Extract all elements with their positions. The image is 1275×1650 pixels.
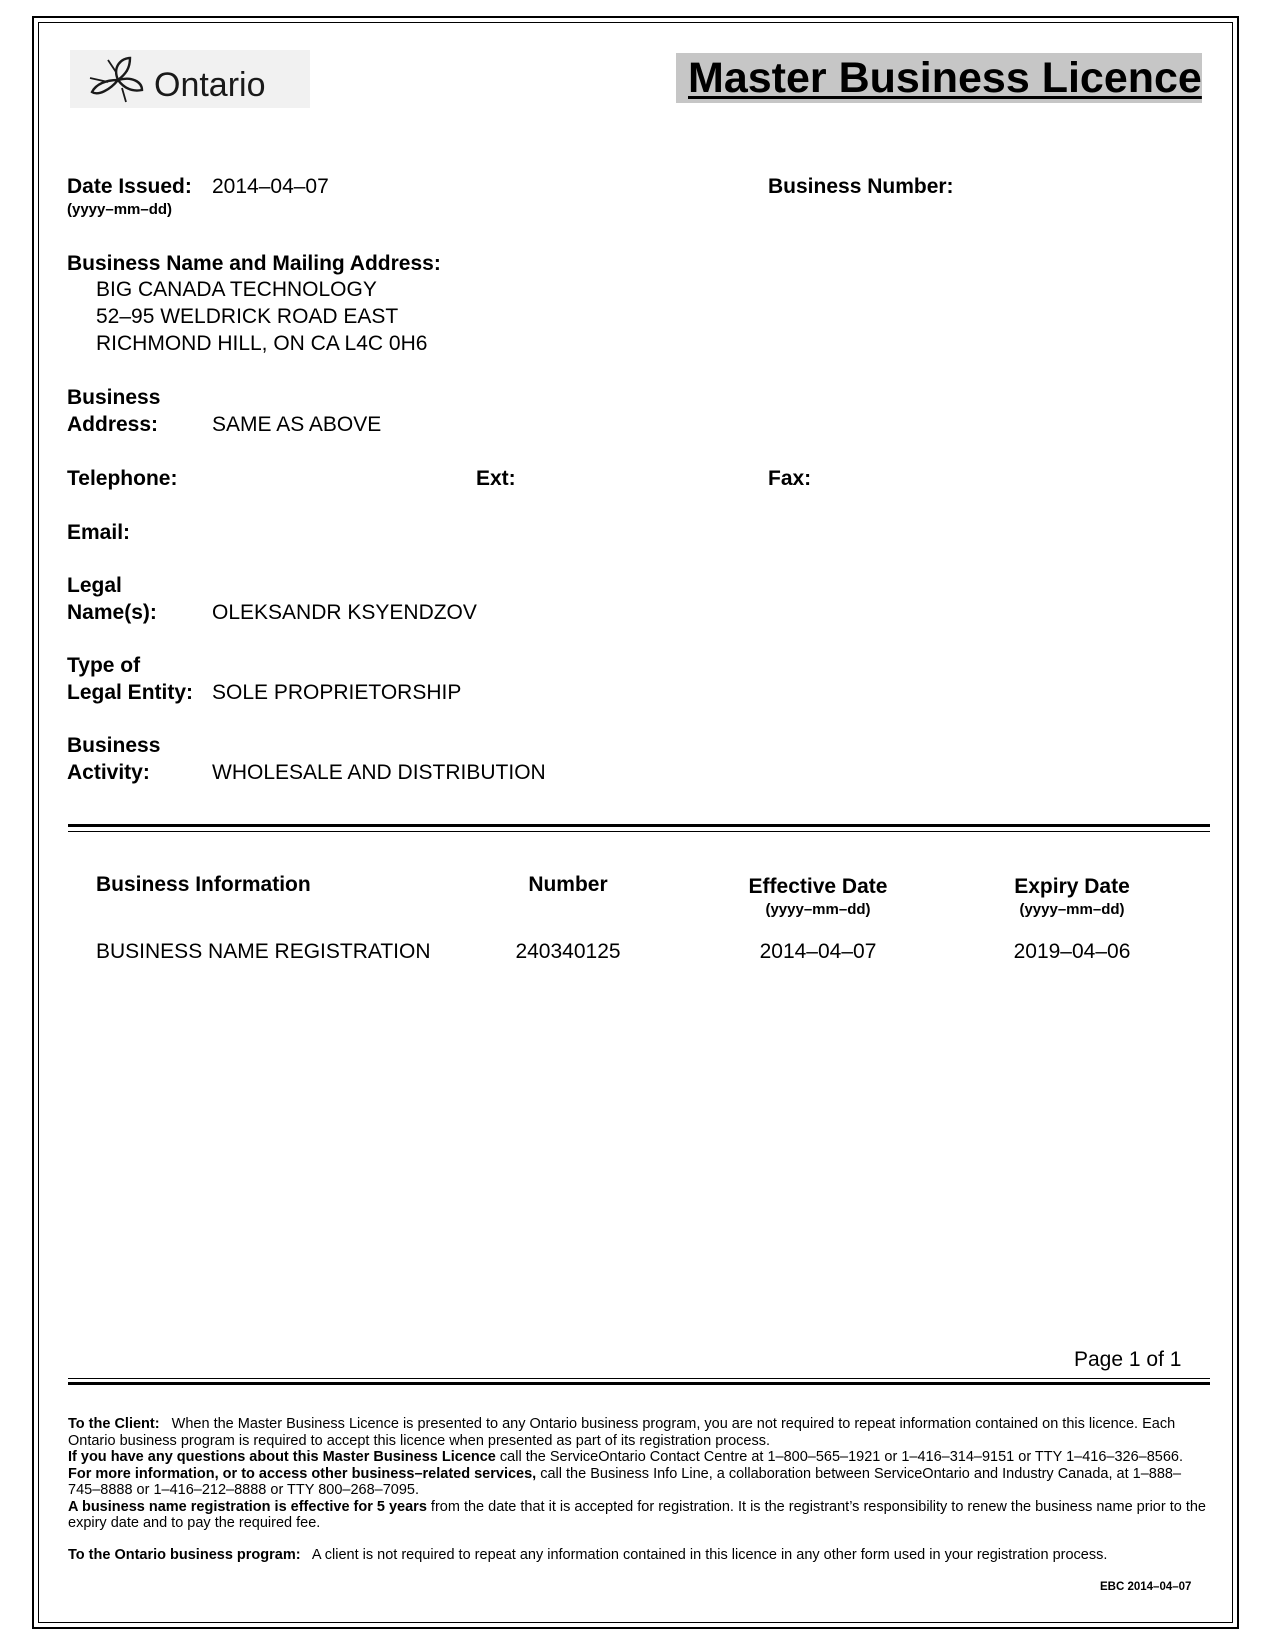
mailing-address-label: Business Name and Mailing Address: [67, 252, 441, 275]
footer-form-code: EBC 2014–04–07 [1100, 1581, 1192, 1593]
legal-names-value: OLEKSANDR KSYENDZOV [212, 601, 477, 624]
footer-client-text: When the Master Business Licence is presented to any Ontario business program, you are not required to repeat information contained on this licence. Each Ontario business program is required to accept this licence when presented as part of its registration process. [68, 1416, 1176, 1449]
business-activity-value: WHOLESALE AND DISTRIBUTION [212, 761, 546, 784]
section-divider-bottom [68, 831, 1210, 832]
header-business-information: Business Information [96, 873, 311, 896]
title-box [676, 53, 1202, 103]
row-business-information: BUSINESS NAME REGISTRATION [96, 940, 431, 963]
mailing-line-2: 52–95 WELDRICK ROAD EAST [96, 305, 399, 328]
date-issued-format: (yyyy–mm–dd) [67, 201, 173, 218]
footer-questions-label: If you have any questions about this Master Business Licence [68, 1449, 496, 1465]
footer-program-label: To the Ontario business program: [68, 1547, 301, 1563]
business-address-label-2: Address: [67, 413, 159, 436]
footer-program-text: A client is not required to repeat any information contained in this licence in any other form used in your registration process. [311, 1547, 1108, 1563]
header-expiry-date: Expiry Date [1014, 875, 1130, 898]
ext-label: Ext: [476, 467, 516, 490]
legal-names-label-2: Name(s): [67, 601, 157, 624]
footer-effective-text: from the date that it is accepted for registration. It is the registrant’s responsibility to renew the business name prior to the expiry date and to pay the required fee. [68, 1498, 1206, 1531]
footer-divider-top [68, 1378, 1210, 1379]
business-activity-label-1: Business [67, 734, 161, 757]
fax-label: Fax: [768, 467, 812, 490]
email-label: Email: [67, 521, 131, 544]
section-divider-top [68, 824, 1210, 827]
footer-more-text: call the Business Info Line, a collaboration between ServiceOntario and Industry Canada, at 1–888–745–8888 or 1–416–212–8888 or TTY 800–268–7095. [68, 1465, 1182, 1498]
business-number-label: Business Number: [768, 175, 954, 198]
footer-questions-text: call the ServiceOntario Contact Centre at 1–800–565–1921 or 1–416–314–9151 or TTY 1–416–326–8566. [499, 1449, 1183, 1465]
row-effective-date: 2014–04–07 [759, 940, 877, 963]
header-effective-date: Effective Date [748, 875, 888, 898]
date-issued-value: 2014–04–07 [212, 175, 329, 198]
footer-client-label: To the Client: [68, 1416, 160, 1432]
legal-entity-label-1: Type of [67, 654, 141, 677]
header-effective-format: (yyyy–mm–dd) [765, 901, 871, 918]
header-expiry-format: (yyyy–mm–dd) [1019, 901, 1125, 918]
row-expiry-date: 2019–04–06 [1013, 940, 1131, 963]
legal-entity-label-2: Legal Entity: [67, 681, 194, 704]
document-title: Master Business Licence [688, 54, 1202, 102]
footer-client-notice [68, 1416, 1213, 1532]
footer-divider-bottom [68, 1382, 1210, 1385]
ontario-logo [70, 50, 310, 108]
legal-names-label-1: Legal [67, 574, 122, 597]
mailing-line-3: RICHMOND HILL, ON CA L4C 0H6 [96, 332, 428, 355]
row-number: 240340125 [515, 940, 621, 963]
header-number: Number [528, 873, 608, 896]
footer-more-label: For more information, or to access other business–related services, [68, 1465, 537, 1482]
page-number: Page 1 of 1 [1074, 1348, 1182, 1371]
mailing-line-1: BIG CANADA TECHNOLOGY [96, 278, 377, 301]
business-address-label-1: Business [67, 386, 161, 409]
business-activity-label-2: Activity: [67, 761, 150, 784]
footer-program-notice [68, 1547, 1213, 1564]
telephone-label: Telephone: [67, 467, 178, 490]
legal-entity-value: SOLE PROPRIETORSHIP [212, 681, 462, 704]
footer-effective-label: A business name registration is effective for 5 years [68, 1498, 427, 1515]
date-issued-label: Date Issued: [67, 175, 192, 198]
logo-text: Ontario [154, 66, 266, 104]
business-address-value: SAME AS ABOVE [212, 413, 382, 436]
trillium-icon [78, 52, 158, 108]
